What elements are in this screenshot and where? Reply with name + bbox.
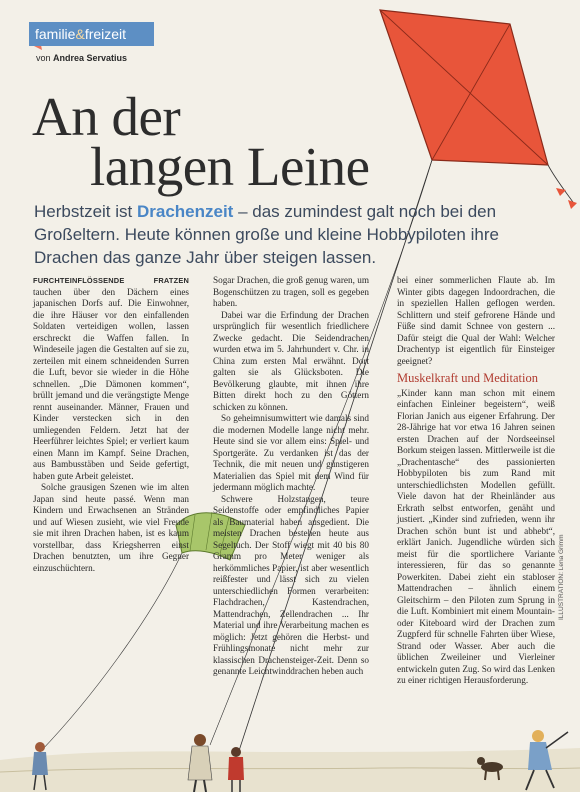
- lede-highlight: Drachenzeit: [136, 202, 234, 221]
- red-kite-icon: [380, 10, 577, 209]
- lede: [34, 200, 519, 269]
- headline-line1: An der: [32, 86, 181, 147]
- lead-in-caps: FURCHTEINFLÖSSENDE FRATZEN: [33, 276, 189, 285]
- column1-p1-text: tauchen über den Dächern eines japanischen Dorfs auf. Die Einwohner, die ihre Häuser vor den einfallenden Soldaten verteidigen wollen, lassen erschreckt die Waffen fallen. In Windeseile jagen die Gestalten auf sie zu, zerteilen mit einem schneidenden Surren die Luft, bevor sie wieder in die Höhe schnellen. „Die Dämonen kommen“, brüllt jemand und die verängstigte Menge rennt auseinander. Männer, Frauen und Kinder verstecken sich in den umliegenden Feldern. Jetzt hat der Heerführer leichtes Spiel; er verliert kaum einen Mann im Kampf. Seine Drachen, aus Bambusstäben und Seide gefertigt, haben gute Arbeit geleistet.: [33, 286, 189, 481]
- column2-paragraph3: So geheimnisumwittert wie damals sind die modernen Modelle lange nicht mehr. Heute sind sie vor allem eins: Spiel- und Sportgeräte. Zu verdanken ist das der Technik, die mit neuen und günstigeren Materialien das Spiel mit dem Wind für jedermann möglich machte.: [213, 413, 369, 492]
- lede-after: – das zumindest galt noch bei den Großeltern. Heute können große und kleine Hobbypiloten ihre Drachen das ganze Jahr über steigen lassen.: [34, 202, 499, 267]
- column2-paragraph1: Sogar Drachen, die groß genug waren, um Bogenschützen zu tragen, soll es gegeben haben.: [213, 275, 369, 308]
- column1-paragraph1: [33, 275, 189, 482]
- subhead: Muskelkraft und Meditation: [397, 371, 538, 385]
- headline: [32, 86, 370, 197]
- article-column-3: [397, 275, 555, 687]
- illustration-credit: ILLUSTRATION: Lena Grimm: [558, 534, 565, 620]
- section-tag-part1: familie: [35, 26, 76, 42]
- lede-before: Herbstzeit ist: [34, 202, 137, 221]
- column3-paragraph1: bei einer sommerlichen Flaute ab. Im Winter gibts dagegen Indoordrachen, die in speziellen Hallen geflogen werden. Schlittern und steif gefrorene Hände und Füße sind damit Schnee von gestern ... Dafür steigt die Qual der Wahl: Welcher Drachentyp ist eigentlich für Einsteiger geeignet?: [397, 275, 555, 366]
- column2-paragraph4: Schwere Holzstangen, teure Seidenstoffe oder empfindliches Papier als Baumaterial haben ausgedient. Die meisten Drachen bestehen heute aus Segeltuch. Der Stoff wiegt mit 40 bis 80 Gramm pro Meter weniger als herkömmliches Papier, ist aber wesentlich reißfester und lässt sich zu vielen unterschiedlichen Formen verarbeiten: Flachdrachen, Kastendrachen, Mattendrachen, Zellendrachen ... Ihr Material und ihre Verarbeitung machen es möglich: Jetzt gehören die Herbst- und Frühlingsmonate nicht mehr zur klassischen Drachensteiger-Zeit. Denn so genannte Leichtwinddrachen heben auch: [213, 493, 369, 676]
- column1-paragraph2: Solche grausigen Szenen wie im alten Japan sind heute passé. Wenn man Kindern und Erwachsenen an Stränden und auf Wiesen zusieht, wie viel Freude sie mit ihren Drachen haben, ist es kaum vorstellbar, dass Kriegsherren einst Drachen benutzten, um ihre Gegner einzuschüchtern.: [33, 482, 189, 573]
- headline-line2: langen Leine: [90, 136, 370, 197]
- author-prefix: von: [36, 53, 51, 63]
- article-column-2: [213, 275, 369, 678]
- section-tag-part2: freizeit: [84, 26, 127, 42]
- section-tag: [29, 22, 154, 46]
- article-column-1: [33, 275, 189, 574]
- column3-paragraph2: „Kinder kann man schon mit einem einfachen Einleiner begeistern“, weiß Florian Janich aus eigener Erfahrung. Der 28-Jährige hat vor etwa 16 Jahren seinen ersten Drachen auf der Nordseeinsel Borkum steigen lassen. Mittlerweile ist die „Drachentasche“ des passionierten Hobbypiloten bis zum Rand mit unterschiedlichsten Modellen gefüllt. Viele davon hat der Rheinländer aus Erkrath selbst entworfen, genäht und justiert. „Kinder sind zufrieden, wenn ihr Drachen schön bunt ist und abhebt“, erklärt Janich. Jugendliche würden sich meist für die sportlichere Variante interessieren, für das so genannte Powerkiten. Dabei zieht ein stabloser Mattendrachen – ähnlich einem Gleitschirm – den Piloten zum Sprung in die Luft. Kombiniert mit einem Mountain- oder Kiteboard wird der Drachen zum Zugpferd für schnelle Fahrten über Wiese, Strand oder Wasser. Aber auch die üblichen Zweileiner und Vierleiner entwickeln guten Zug. So wird das Lenken zu einer richtigen Herausforderung.: [397, 387, 555, 685]
- section-tag-amp: &: [75, 26, 85, 42]
- author-name: Andrea Servatius: [53, 53, 128, 63]
- column2-paragraph2: Dabei war die Erfindung der Drachen ursprünglich für wesentlich friedlichere Zwecke gedacht. Die Seidendrachen wurden etwa im 5. Jahrhundert v. Chr. in China zum ersten Mal erwähnt. Dort galten sie als Glücksboten. Die Bevölkerung glaubte, mit ihnen ihre Bitten direkt hoch zu den Göttern schicken zu können.: [213, 309, 369, 412]
- author-line: [36, 53, 127, 63]
